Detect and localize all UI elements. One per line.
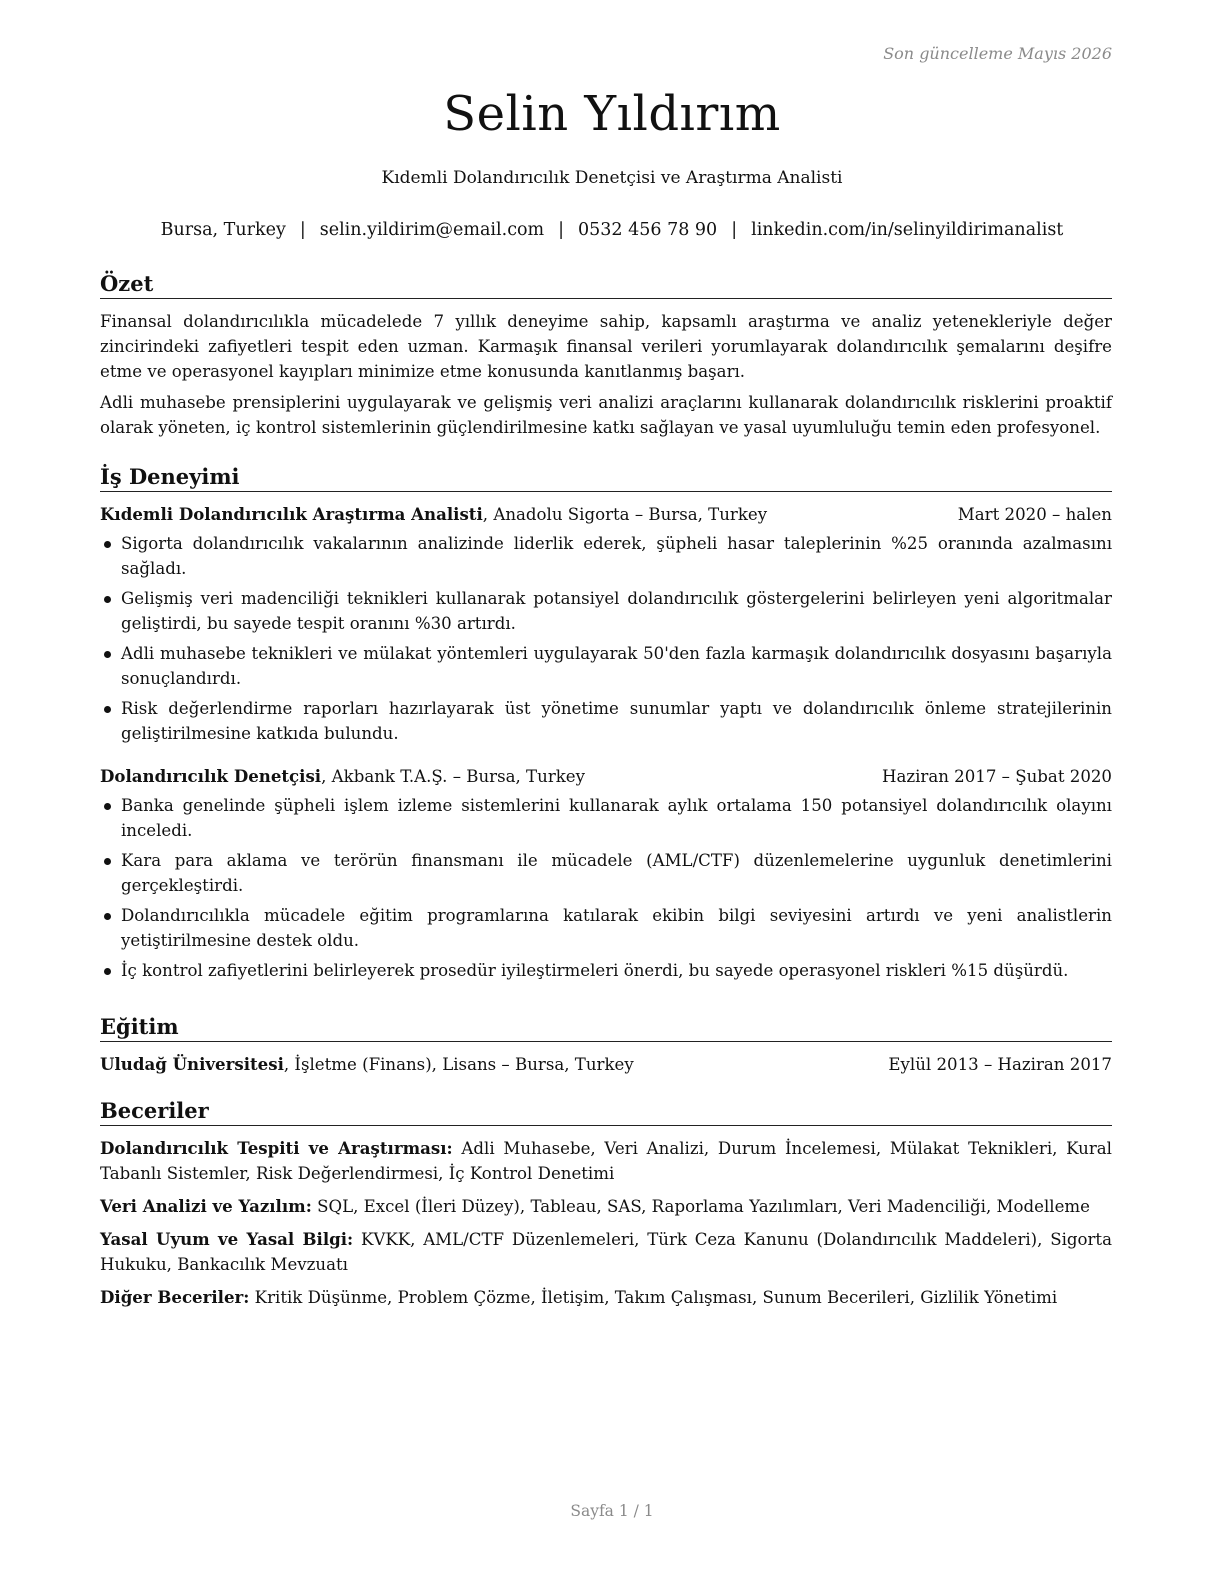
section-title-skills: Beceriler: [100, 1098, 1112, 1126]
skills-section: [100, 1098, 1112, 1318]
contact-separator: |: [299, 220, 306, 240]
section-title-experience: İş Deneyimi: [100, 464, 1112, 492]
job-org: , Akbank T.A.Ş. – Bursa, Turkey: [321, 767, 585, 786]
skill-group-label: Veri Analizi ve Yazılım:: [100, 1196, 312, 1216]
education-entry: [100, 1052, 1112, 1077]
job-title-line: [100, 764, 585, 789]
job-bullet: Dolandırıcılıkla mücadele eğitim programlarına katılarak ekibin bilgi seviyesini artırdı ve yeni analistlerin yetiştirilmesine destek oldu.: [100, 903, 1112, 953]
skill-group-items: KVKK, AML/CTF Düzenlemeleri, Türk Ceza Kanunu (Dolandırıcılık Maddeleri), Sigorta Hukuku, Bankacılık Mevzuatı: [100, 1230, 1112, 1274]
job-entry: [100, 502, 1112, 746]
job-role: Kıdemli Dolandırıcılık Araştırma Analisti: [100, 504, 483, 524]
contact-line: [0, 220, 1224, 240]
contact-phone[interactable]: 0532 456 78 90: [578, 220, 718, 240]
experience-section: [100, 464, 1112, 988]
job-header: [100, 764, 1112, 789]
contact-email[interactable]: selin.yildirim@email.com: [319, 220, 545, 240]
education-detail: , İşletme (Finans), Lisans – Bursa, Turkey: [283, 1055, 634, 1074]
job-title-line: [100, 502, 767, 527]
skill-group: [100, 1227, 1112, 1277]
contact-linkedin[interactable]: linkedin.com/in/selinyildirimanalist: [751, 220, 1064, 240]
job-bullet: İç kontrol zafiyetlerini belirleyerek prosedür iyileştirmeleri önerdi, bu sayede operasyonel riskleri %15 düşürdü.: [100, 958, 1112, 983]
candidate-name: Selin Yıldırım: [443, 86, 781, 142]
summary-section: [100, 271, 1112, 446]
contact-location: Bursa, Turkey: [160, 220, 286, 240]
skill-group-items: Kritik Düşünme, Problem Çözme, İletişim, Takım Çalışması, Sunum Becerileri, Gizlilik Yönetimi: [249, 1288, 1058, 1307]
job-bullet: Sigorta dolandırıcılık vakalarının analizinde liderlik ederek, şüpheli hasar taleplerinin %25 oranında azalmasını sağladı.: [100, 531, 1112, 581]
job-bullets: [100, 793, 1112, 983]
section-title-education: Eğitim: [100, 1014, 1112, 1042]
job-bullet: Risk değerlendirme raporları hazırlayarak üst yönetime sunumlar yaptı ve dolandırıcılık önleme stratejilerinin geliştirilmesine katkıda bulundu.: [100, 696, 1112, 746]
job-bullets: [100, 531, 1112, 746]
job-bullet: Banka genelinde şüpheli işlem izleme sistemlerini kullanarak aylık ortalama 150 potansiyel dolandırıcılık olayını inceledi.: [100, 793, 1112, 843]
job-dates: Mart 2020 – halen: [957, 505, 1112, 524]
page-indicator: Sayfa 1 / 1: [570, 1502, 654, 1520]
contact-separator: |: [731, 220, 738, 240]
job-bullet: Kara para aklama ve terörün finansmanı ile mücadele (AML/CTF) düzenlemelerine uygunluk denetimlerini gerçekleştirdi.: [100, 848, 1112, 898]
skill-group-items: Adli Muhasebe, Veri Analizi, Durum İncelemesi, Mülakat Teknikleri, Kural Tabanlı Sistemler, Risk Değerlendirmesi, İç Kontrol Denetimi: [100, 1139, 1112, 1183]
job-bullet: Adli muhasebe teknikleri ve mülakat yöntemleri uygulayarak 50'den fazla karmaşık dolandırıcılık dosyasını başarıyla sonuçlandırdı.: [100, 641, 1112, 691]
job-entry: [100, 764, 1112, 983]
job-bullet: Gelişmiş veri madenciliği teknikleri kullanarak potansiyel dolandırıcılık göstergelerini belirleyen yeni algoritmalar geliştirdi, bu sayede tespit oranını %30 artırdı.: [100, 586, 1112, 636]
job-dates: Haziran 2017 – Şubat 2020: [881, 767, 1112, 786]
education-dates: Eylül 2013 – Haziran 2017: [888, 1055, 1112, 1074]
education-title-line: [100, 1052, 634, 1077]
education-section: [100, 1014, 1112, 1077]
skill-group-label: Yasal Uyum ve Yasal Bilgi:: [100, 1229, 354, 1249]
job-header: [100, 502, 1112, 527]
job-org: , Anadolu Sigorta – Bursa, Turkey: [482, 505, 768, 524]
section-title-summary: Özet: [100, 271, 1112, 299]
skill-group: [100, 1285, 1112, 1310]
job-role: Dolandırıcılık Denetçisi: [100, 766, 322, 786]
summary-paragraph: Adli muhasebe prensiplerini uygulayarak ve gelişmiş veri analizi araçlarını kullanarak dolandırıcılık risklerini proaktif olarak yöneten, iç kontrol sistemlerinin güçlendirilmesine katkı sağlayan ve yasal uyumluluğu temin eden profesyonel.: [100, 393, 1112, 437]
skill-group: [100, 1136, 1112, 1186]
skill-group: [100, 1194, 1112, 1219]
summary-paragraph: Finansal dolandırıcılıkla mücadelede 7 yıllık deneyime sahip, kapsamlı araştırma ve analiz yetenekleriyle değer zincirindeki zafiyetleri tespit eden uzman. Karmaşık finansal verileri yorumlayarak dolandırıcılık şemalarını deşifre etme ve operasyonel kayıpları minimize etme konusunda kanıtlanmış başarı.: [100, 312, 1112, 381]
skill-group-label: Dolandırıcılık Tespiti ve Araştırması:: [100, 1138, 453, 1158]
skill-group-label: Diğer Beceriler:: [100, 1287, 250, 1307]
contact-separator: |: [558, 220, 565, 240]
last-updated-note: Son güncelleme Mayıs 2026: [883, 44, 1112, 63]
skill-group-items: SQL, Excel (İleri Düzey), Tableau, SAS, Raporlama Yazılımları, Veri Madenciliği, Modelleme: [311, 1197, 1090, 1216]
candidate-headline: Kıdemli Dolandırıcılık Denetçisi ve Araştırma Analisti: [381, 168, 843, 188]
education-school: Uludağ Üniversitesi: [100, 1054, 284, 1074]
